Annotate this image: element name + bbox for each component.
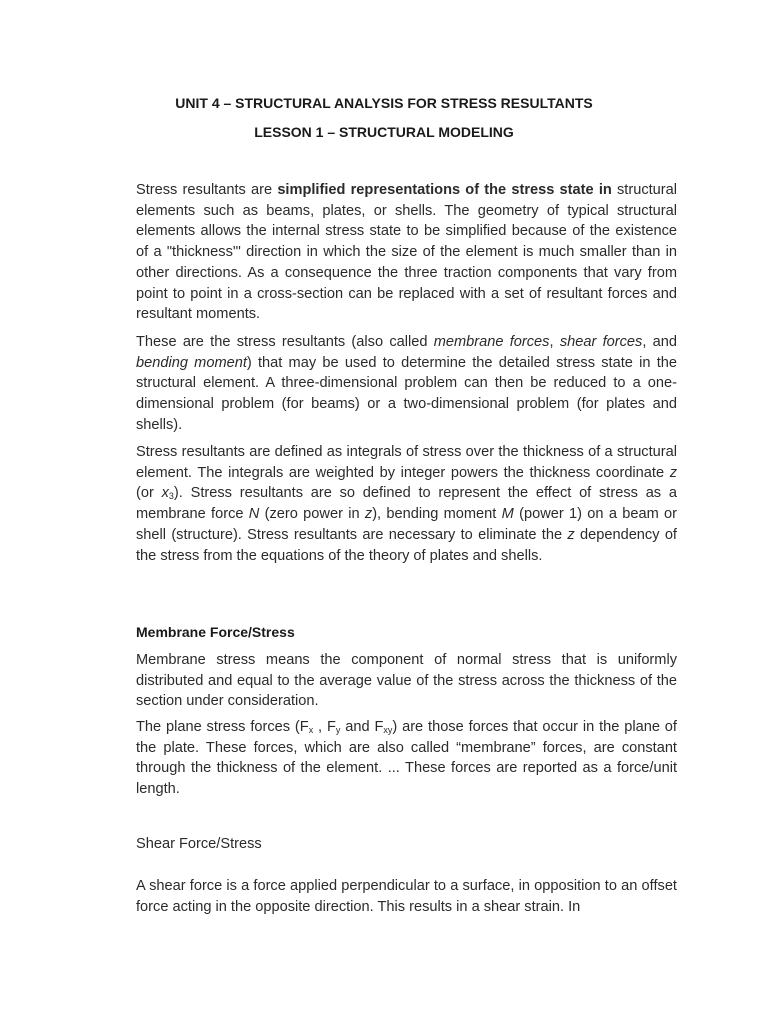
- intro-paragraph-2: [136, 332, 677, 436]
- membrane-heading: Membrane Force/Stress: [136, 624, 295, 640]
- intro-p1-rest: structural elements such as beams, plates, or shells. The geometry of typical structural elements allows the internal stress state to be simplified because of the existence of a "thickness'" direction in which the size of the element is much smaller than in other directions. As a consequence the three traction components that vary from point to point in a cross-section can be replaced with a set of resultant forces and resultant moments.: [136, 182, 678, 323]
- intro-p3-f: (power 1) on a beam or shell (structure). Stress resultants are necessary to eliminate the: [136, 506, 678, 543]
- var-N: N: [248, 506, 260, 523]
- membrane-p2-c: and F: [340, 719, 384, 735]
- term-membrane-forces: membrane forces: [433, 334, 550, 350]
- membrane-paragraph-2: [136, 717, 677, 800]
- shear-heading: Shear Force/Stress: [136, 836, 262, 852]
- intro-p3-d: (zero power in: [259, 506, 365, 523]
- intro-p3-c: ). Stress resultants are so defined to represent the effect of stress as a membrane force: [136, 485, 677, 523]
- intro-paragraph-1: [136, 180, 677, 325]
- var-z-3: z: [567, 526, 575, 543]
- intro-p3-b: (or: [136, 485, 162, 502]
- membrane-p2-b: , F: [313, 719, 336, 735]
- intro-paragraph-3: [136, 442, 677, 566]
- intro-p3-a: Stress resultants are defined as integrals of stress over the thickness of a structural element. The integrals are weighted by integer powers the thickness coordinate: [136, 444, 677, 481]
- membrane-paragraph-1: Membrane stress means the component of normal stress that is uniformly distributed and equal to the average value of the stress across the thickness of the section under consideration.: [136, 652, 677, 710]
- intro-p2-and: , and: [642, 334, 677, 350]
- subscript-3: 3: [168, 491, 174, 502]
- subscript-y: y: [335, 725, 341, 735]
- intro-p1-lead: Stress resultants are: [136, 182, 278, 198]
- subscript-xy: xy: [383, 725, 393, 735]
- var-z-2: z: [364, 506, 373, 523]
- intro-p2-lead: These are the stress resultants (also called: [136, 334, 434, 350]
- subscript-x: x: [308, 725, 314, 735]
- intro-p3-e: ), bending moment: [372, 506, 502, 523]
- intro-p2-sep: ,: [549, 334, 560, 350]
- term-bending-moment: bending moment: [136, 354, 247, 371]
- var-z-1: z: [669, 464, 677, 481]
- membrane-p2-a: The plane stress forces (F: [136, 719, 309, 735]
- membrane-p2-d: ) are those forces that occur in the plane of the plate. These forces, which are also called “membrane” forces, are constant through the thickness of the element. ... These forces are reported as a force/unit length.: [136, 719, 677, 798]
- term-shear-forces: shear forces: [559, 334, 643, 350]
- shear-paragraph-1: A shear force is a force applied perpendicular to a surface, in opposition to an offset force acting in the opposite direction. This results in a shear strain. In: [136, 878, 677, 915]
- lesson-title: LESSON 1 – STRUCTURAL MODELING: [254, 124, 514, 140]
- intro-p1-bold: simplified representations of the stress state in: [277, 182, 612, 198]
- var-x: x: [161, 485, 169, 502]
- intro-p2-rest: ) that may be used to determine the detailed stress state in the structural element. A three-dimensional problem can then be reduced to a one-dimensional problem (for beams) or a two-dimensional problem (for plates and shells).: [136, 354, 677, 433]
- var-M: M: [501, 506, 514, 523]
- unit-title: UNIT 4 – STRUCTURAL ANALYSIS FOR STRESS RESULTANTS: [175, 95, 593, 111]
- intro-p3-g: dependency of the stress from the equations of the theory of plates and shells.: [136, 526, 677, 564]
